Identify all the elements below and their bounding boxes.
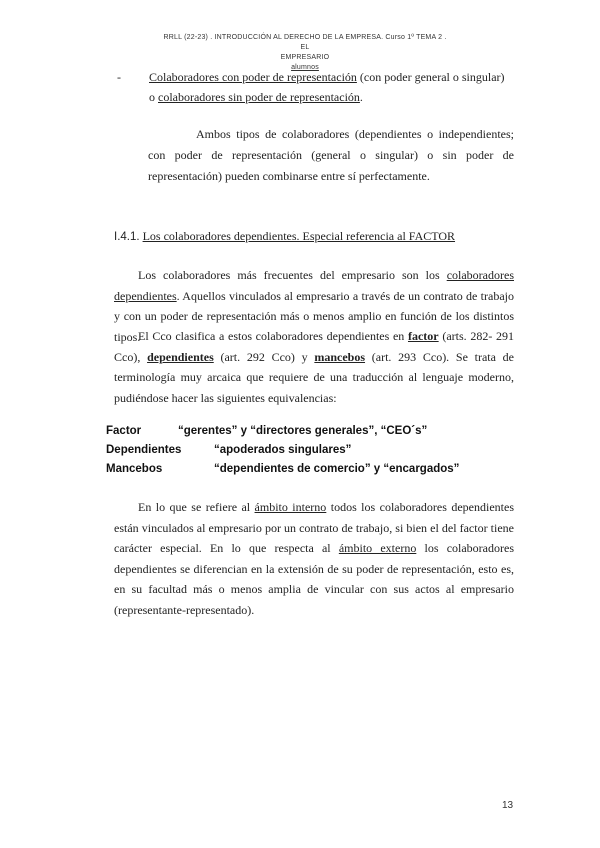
bullet-dash: -	[117, 70, 121, 84]
header-line-1: RRLL (22-23) . INTRODUCCIÓN AL DERECHO DE LA EMPRESA. Curso 1º TEMA 2 . EL	[163, 34, 447, 51]
p2-text-c: (art. 292 Cco) y	[213, 349, 315, 364]
paragraph-ambitos	[114, 497, 514, 620]
bullet-rest-1: (con poder general o singular)	[356, 70, 505, 84]
section-number: I.4.1.	[114, 231, 140, 243]
equivalence-term: Factor	[106, 425, 142, 437]
p1-text-a: Los colaboradores más frecuentes del empresario son los	[138, 268, 447, 282]
p3-text-c: los colaboradores dependientes se diferencian en la extensión de su poder de representación, esto es, en su facultad más o menos amplia de vincular con sus actos al empresario (representante-representado).	[114, 541, 514, 617]
term-ambito-externo: ámbito externo	[338, 541, 417, 555]
p3-text-a: En lo que se refiere al	[138, 500, 255, 514]
combine-paragraph	[148, 124, 514, 187]
p1-text-b: . Aquellos vinculados al empresario a través de un contrato de trabajo y con un poder de representación más o menos amplio en función de los distintos tipos.	[114, 288, 514, 344]
bullet-text	[117, 67, 517, 107]
bullet-suffix-2: .	[359, 90, 363, 104]
p2-text-a: El Cco clasifica a estos colaboradores dependientes en	[138, 329, 408, 343]
section-title: Los colaboradores dependientes. Especial referencia al FACTOR	[142, 229, 456, 243]
equivalence-term: Dependientes	[106, 444, 182, 456]
bullet-item	[117, 67, 517, 107]
p2-text-d: (art. 293 Cco). Se trata de terminología muy arcaica que requiere de una traducción al lenguaje moderno, pudiéndose hacer las siguientes equivalencias:	[114, 349, 515, 405]
term-colaboradores-dependientes: colaboradores dependientes	[114, 268, 514, 303]
p3-text-b: todos los colaboradores dependientes están vinculados al empresario por un contrato de trabajo, si bien el del factor tiene carácter especial. En lo que respecta al	[114, 500, 514, 555]
term-ambito-interno: ámbito interno	[254, 500, 327, 514]
term-with-representation: Colaboradores con poder de representación	[149, 70, 357, 84]
equivalences-table	[106, 425, 506, 482]
equivalence-term: Mancebos	[106, 463, 163, 475]
equivalence-value: “apoderados singulares”	[214, 444, 352, 456]
paragraph-classification	[114, 326, 514, 408]
term-without-representation: colaboradores sin poder de representación	[158, 90, 360, 104]
combine-paragraph-text: Ambos tipos de colaboradores (dependientes o independientes; con poder de representación (general o singular) o sin poder de representación) pueden combinarse entre sí perfectamente.	[148, 127, 514, 183]
term-mancebos: mancebos	[314, 349, 366, 364]
equivalence-value: “dependientes de comercio” y “encargados”	[214, 463, 460, 475]
header-line-3: alumnos	[291, 64, 319, 71]
equivalence-row	[106, 444, 506, 463]
term-dependientes: dependientes	[147, 349, 214, 364]
header-line-2: EMPRESARIO	[280, 54, 330, 61]
section-heading	[114, 228, 534, 245]
term-factor: factor	[407, 329, 439, 343]
bullet-prefix-2: o	[149, 90, 158, 104]
page-number: 13	[502, 800, 514, 811]
equivalence-row	[106, 425, 506, 444]
equivalence-value: “gerentes” y “directores generales”, “CEO´s”	[178, 425, 428, 437]
p2-text-b: (arts. 282- 291 Cco),	[114, 329, 514, 364]
equivalence-row	[106, 463, 506, 482]
